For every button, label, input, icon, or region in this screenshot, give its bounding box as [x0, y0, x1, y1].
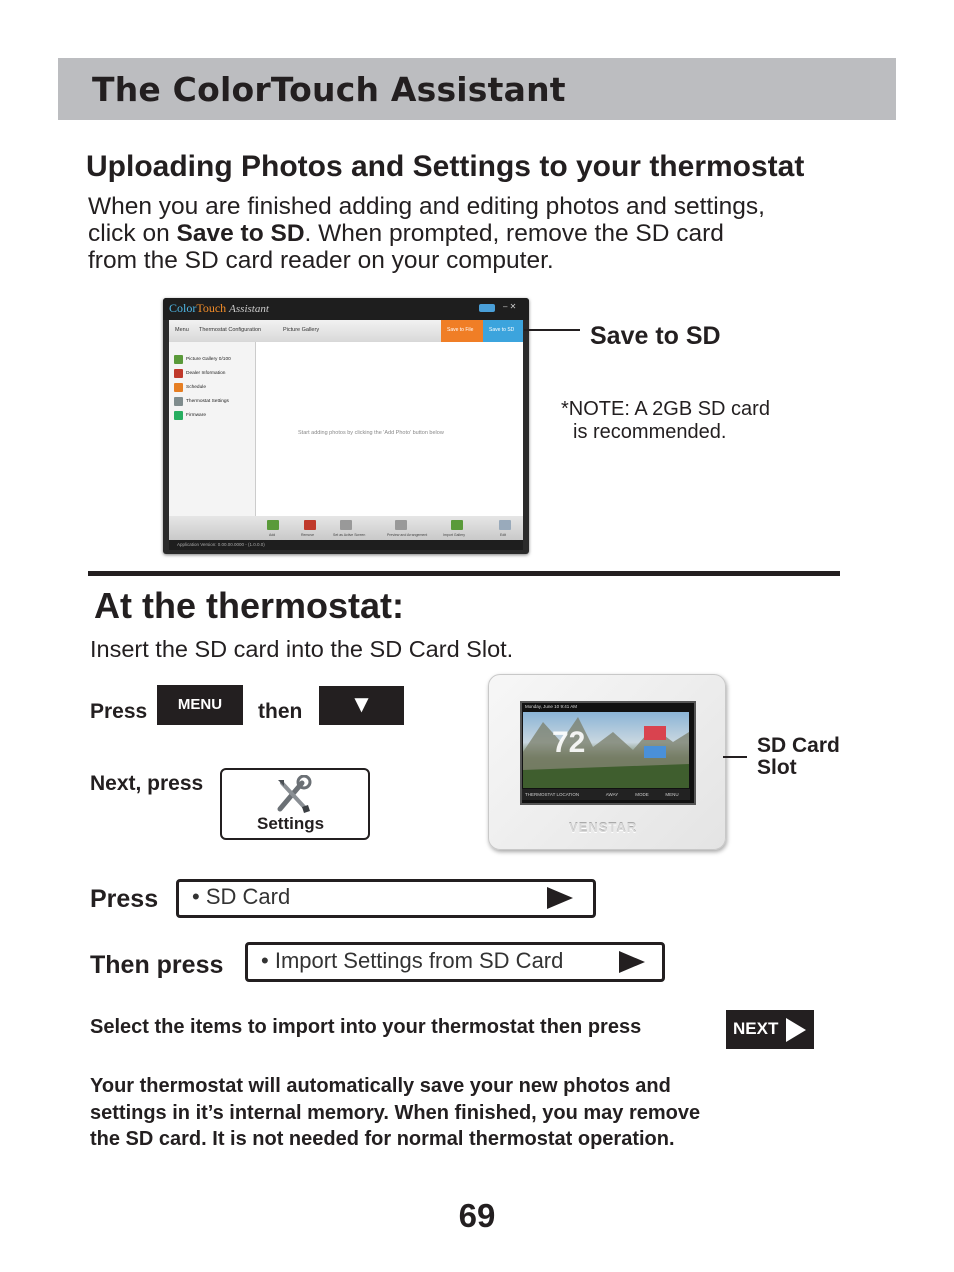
app-version: Application Version: 0.00.00.0000 - (1.0.0.0): [177, 542, 265, 547]
away-button[interactable]: AWAY: [605, 792, 619, 797]
sd-card-note: [561, 398, 770, 444]
next-arrow-icon: [786, 1018, 806, 1042]
venstar-logo: VENSTAR: [569, 820, 638, 835]
firmware-icon: [174, 411, 183, 420]
down-arrow-button[interactable]: [319, 686, 404, 725]
sidebar-item-label: Firmware: [186, 412, 206, 418]
next-press-label: Next, press: [90, 772, 204, 795]
save-to-sd-pointer: [524, 329, 580, 331]
set-active-icon[interactable]: [340, 520, 352, 530]
nav-picture-gallery[interactable]: Picture Gallery: [283, 327, 320, 333]
upload-line-2: [88, 220, 888, 247]
thermostat-date: Monday, June 10 9:41 AM: [525, 704, 577, 709]
thermostat-location[interactable]: THERMOSTAT LOCATION: [525, 792, 580, 797]
upload-instructions: [88, 193, 888, 274]
settings-icon: [174, 397, 183, 406]
edit-icon[interactable]: [499, 520, 511, 530]
page-number: 69: [458, 1197, 496, 1234]
edit-label: Edit: [500, 533, 507, 537]
nav-thermostat-config[interactable]: Thermostat Configuration: [199, 327, 262, 333]
app-screenshot: [163, 298, 529, 554]
remove-photo-icon[interactable]: [304, 520, 316, 530]
save-to-file-label: Save to File: [447, 327, 474, 333]
note-line-2: is recommended.: [573, 421, 727, 443]
upload-line-3: from the SD card reader on your computer.: [88, 247, 554, 274]
set-active-label: Set as Active Screen: [333, 533, 366, 537]
thermostat-bottom-bar: [522, 789, 690, 800]
upload-line-2-start: click on: [88, 220, 177, 247]
preview-label: Preview and Arrangement: [387, 533, 428, 537]
import-option-label: [261, 948, 563, 974]
menu-button[interactable]: MENU: [157, 685, 243, 725]
sidebar-item-label: Dealer Information: [186, 370, 226, 376]
press-label-2: Press: [90, 885, 159, 913]
app-logo-assistant: Assistant: [229, 303, 269, 315]
insert-sd-instruction: Insert the SD card into the SD Card Slot.: [90, 636, 514, 662]
final-line-1: Your thermostat will automatically save your new photos and: [90, 1075, 671, 1097]
save-to-sd-callout: Save to SD: [590, 322, 721, 350]
sidebar-item-firmware[interactable]: [174, 410, 206, 420]
final-instructions: [90, 1073, 810, 1153]
sidebar-item-schedule[interactable]: [174, 382, 206, 392]
empty-gallery-message: Start adding photos by clicking the 'Add Photo' button below: [298, 430, 444, 436]
nav-menu[interactable]: Menu: [175, 327, 189, 333]
help-button[interactable]: [479, 304, 495, 312]
remove-label: Remove: [301, 533, 315, 537]
app-logo-touch: Touch: [196, 301, 227, 315]
bullet: •: [192, 884, 200, 909]
note-line-1: *NOTE: A 2GB SD card: [561, 398, 770, 420]
sd-card-option-text: SD Card: [205, 884, 291, 909]
next-button[interactable]: [726, 1010, 814, 1049]
sd-card-option-label: [192, 884, 290, 910]
app-main-panel: [256, 342, 523, 516]
gallery-icon: [174, 355, 183, 364]
then-label: then: [258, 700, 303, 723]
sd-slot-pointer: [723, 756, 747, 758]
app-logo-color: Color: [169, 301, 197, 315]
press-label: Press: [90, 700, 148, 723]
thermostat-temp: 72: [552, 726, 586, 759]
yosemite-background: [523, 712, 689, 788]
sd-card-arrow-icon: [547, 887, 573, 909]
select-items-instruction: Select the items to import into your thermostat then press: [90, 1016, 642, 1038]
sidebar-item-thermostat-settings[interactable]: [174, 396, 229, 406]
mode-button[interactable]: MODE: [635, 792, 649, 797]
sidebar-item-label: Thermostat Settings: [186, 398, 229, 404]
sidebar-item-dealer[interactable]: [174, 368, 225, 378]
upload-line-1: When you are finished adding and editing photos and settings,: [88, 193, 765, 220]
final-line-2: settings in it’s internal memory. When finished, you may remove: [90, 1101, 701, 1124]
window-controls[interactable]: – ✕: [503, 302, 517, 311]
add-photo-icon[interactable]: [267, 520, 279, 530]
dealer-icon: [174, 369, 183, 378]
save-to-sd-emphasis: Save to SD: [176, 220, 305, 247]
add-label: Add: [269, 533, 276, 537]
thermostat-menu-button[interactable]: MENU: [665, 792, 679, 797]
thermostat-heading: At the thermostat:: [94, 585, 405, 626]
sd-card-slot-callout: [757, 735, 840, 779]
next-label: NEXT: [733, 1019, 779, 1038]
sidebar-item-picture-gallery[interactable]: [174, 354, 231, 364]
final-line-3: the SD card. It is not needed for normal thermostat operation.: [90, 1128, 675, 1150]
import-gallery-icon[interactable]: [451, 520, 463, 530]
section-divider: [88, 571, 840, 576]
then-press-label: Then press: [90, 951, 224, 979]
upload-line-2-end: . When prompted, remove the SD card: [304, 220, 724, 247]
import-gallery-label: Import Gallery: [443, 533, 465, 537]
down-arrow-icon: ▼: [349, 691, 374, 718]
upload-heading: Uploading Photos and Settings to your thermostat: [86, 150, 805, 183]
sd-slot-line-2: Slot: [757, 756, 797, 779]
app-logo: [169, 301, 269, 316]
sidebar-item-label: Schedule: [186, 384, 207, 390]
import-arrow-icon: [619, 951, 645, 973]
schedule-icon: [174, 383, 183, 392]
sidebar-item-label: Picture Gallery 0/100: [186, 356, 231, 362]
settings-label: Settings: [257, 814, 325, 833]
import-option-text: Import Settings from SD Card: [274, 948, 564, 973]
bullet: •: [261, 948, 269, 973]
page-title: The ColorTouch Assistant: [92, 70, 566, 109]
sd-slot-line-1: SD Card: [757, 734, 840, 757]
app-save-to-sd-label: Save to SD: [489, 327, 515, 333]
preview-icon[interactable]: [395, 520, 407, 530]
